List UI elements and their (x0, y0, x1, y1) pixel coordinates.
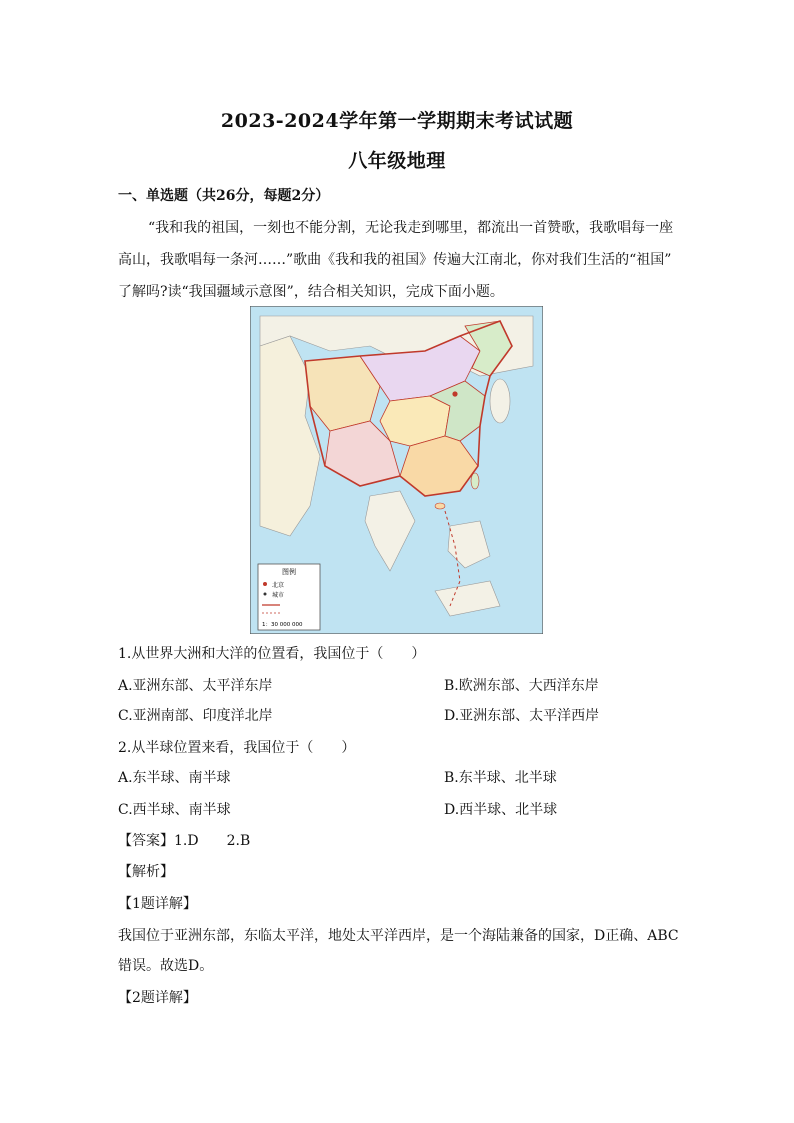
intro-line-3: 了解吗?读“我国疆域示意图”，结合相关知识，完成下面小题。 (118, 284, 504, 300)
question-2-option-c: C.西半球、南半球 (118, 802, 231, 818)
map-legend-item-1: 北京 (272, 582, 285, 589)
detail-2-label: 【2题详解】 (118, 990, 197, 1006)
answer-line: 【答案】1.D 2.B (118, 833, 251, 849)
question-1-option-b: B.欧洲东部、大西洋东岸 (444, 678, 599, 694)
map-island-japan (490, 379, 510, 423)
exam-subtitle: 八年级地理 (348, 150, 446, 172)
detail-1-label: 【1题详解】 (118, 896, 197, 912)
question-2-option-b: B.东半球、北半球 (444, 770, 557, 786)
map-legend-capital-symbol (263, 582, 267, 586)
detail-1-text-line-1: 我国位于亚洲东部，东临太平洋，地处太平洋西岸，是一个海陆兼备的国家，D正确、ABC (118, 928, 679, 944)
intro-line-1: “我和我的祖国，一刻也不能分割，无论我走到哪里，都流出一首赞歌，我歌唱每一座 (148, 220, 674, 236)
question-1-option-a: A.亚洲东部、太平洋东岸 (118, 678, 273, 694)
exam-title: 2023-2024学年第一学期期末考试试题 (220, 110, 574, 132)
china-territory-map (250, 306, 543, 634)
analysis-label: 【解析】 (118, 864, 174, 880)
intro-line-2: 高山，我歌唱每一条河……”歌曲《我和我的祖国》传遍大江南北，你对我们生活的“祖国” (118, 252, 672, 268)
section-heading: 一、单选题（共26分，每题2分） (118, 188, 330, 204)
map-legend-title: 图例 (282, 568, 296, 576)
question-2-option-d: D.西半球、北半球 (444, 802, 558, 818)
map-legend-city-symbol (264, 593, 267, 596)
map-legend-item-2: 城市 (272, 592, 285, 599)
map-island-hainan (435, 503, 445, 509)
question-2-option-a: A.东半球、南半球 (118, 770, 231, 786)
question-1-option-c: C.亚洲南部、印度洋北岸 (118, 708, 273, 724)
question-1-option-d: D.亚洲东部、太平洋西岸 (444, 708, 600, 724)
map-capital-beijing (452, 391, 457, 396)
question-1-stem: 1.从世界大洲和大洋的位置看，我国位于（ ） (118, 646, 426, 662)
detail-1-text-line-2: 错误。故选D。 (118, 958, 214, 974)
question-2-stem: 2.从半球位置来看，我国位于（ ） (118, 740, 356, 756)
map-scale: 1：30 000 000 (262, 622, 303, 628)
